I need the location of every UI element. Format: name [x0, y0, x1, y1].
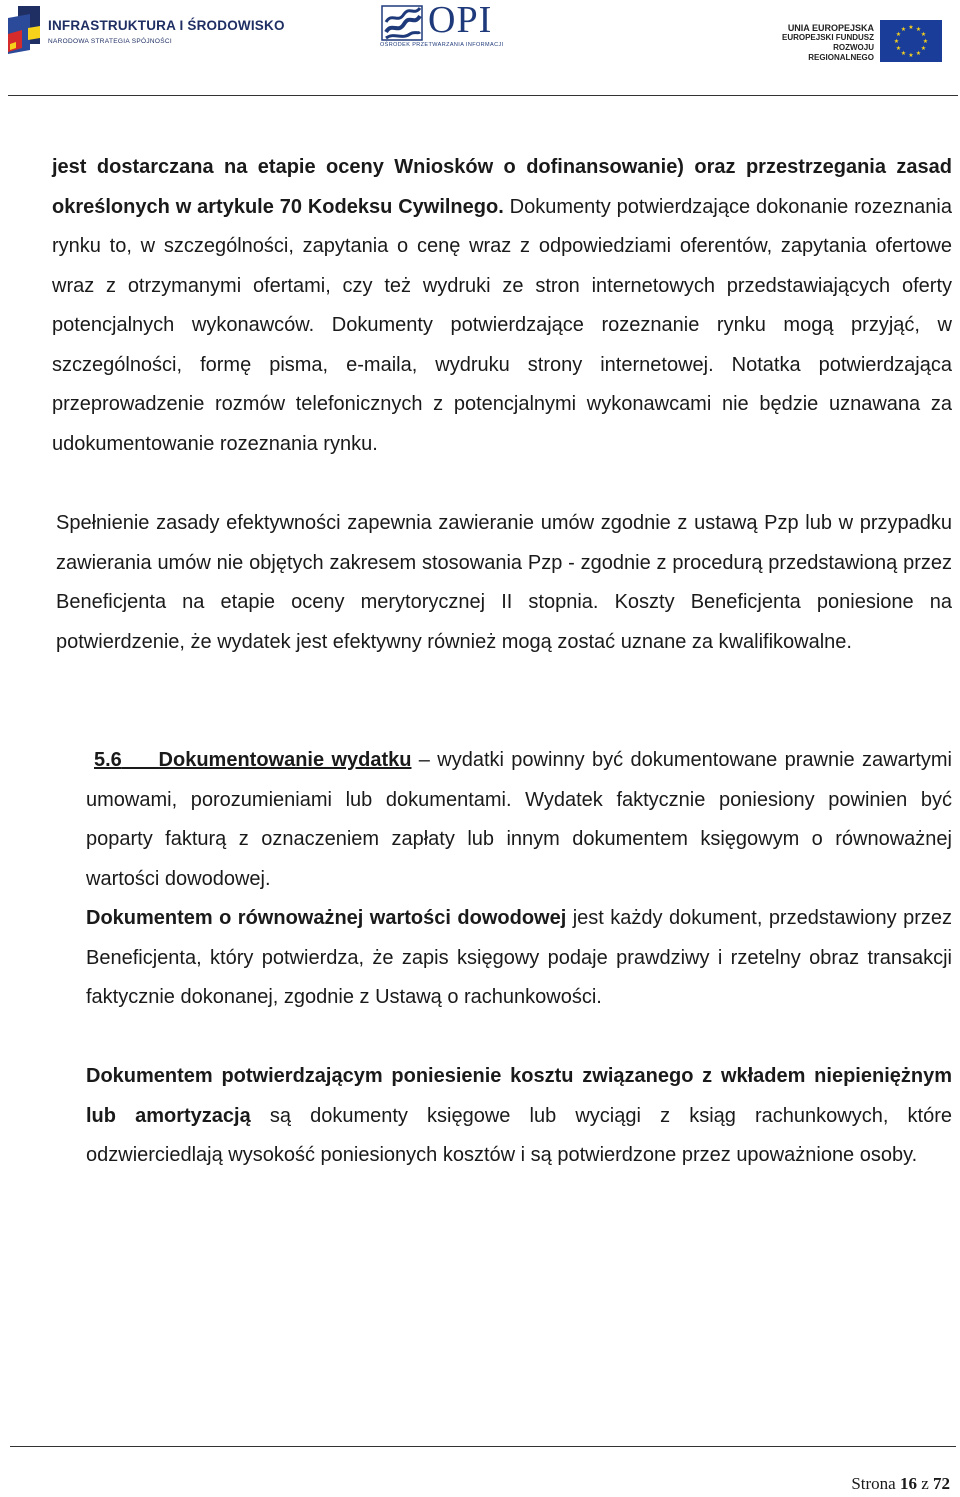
paragraph-efficiency-text: Spełnienie zasady efektywności zapewnia zawieranie umów zgodnie z ustawą Pzp lub w przypadku zawierania umów nie objętych zakresem stosowania Pzp - zgodnie z procedurą przedstawioną przez Beneficjenta na etapie oceny merytorycznej II stopnia. Koszty Beneficjenta poniesione na potwierdzenie, że wydatek jest efektywny również mogą zostać uznane za kwalifikowalne. — [56, 512, 952, 653]
section-number: 5.6 — [94, 749, 122, 771]
svg-text:★: ★ — [908, 24, 914, 31]
page-label: Strona — [851, 1474, 896, 1493]
eu-text — [766, 23, 874, 63]
paragraph-market-research — [52, 148, 952, 464]
paragraph-equivalent-document-text: jest każdy dokument, przedstawiony przez Beneficjenta, który potwierdza, że zapis księgowy podaje prawdziwy i rzetelny obraz transakcji faktycznie dokonanej, zgodnie z Ustawą o rachunkowości. — [86, 907, 953, 1008]
eu-line-1: UNIA EUROPEJSKA — [787, 23, 874, 33]
opi-emblem-icon — [380, 4, 424, 42]
svg-text:★: ★ — [922, 38, 929, 45]
svg-text:★: ★ — [915, 26, 922, 33]
section-underline-gap — [122, 749, 159, 771]
paragraph-non-cash-contribution — [86, 1057, 952, 1176]
eu-flag-icon — [880, 20, 942, 62]
opi-subtitle: OŚRODEK PRZETWARZANIA INFORMACJI — [380, 42, 504, 48]
infrastruktura-logo — [6, 4, 285, 64]
opi-logo — [378, 0, 518, 56]
opi-title: OPI — [428, 0, 493, 41]
svg-text:★: ★ — [920, 45, 927, 52]
eu-logo — [766, 20, 946, 70]
svg-text:★: ★ — [908, 52, 914, 59]
paragraph-market-research-text: Dokumenty potwierdzające dokonanie rozeznania rynku to, w szczególności, zapytania o cenę wraz z odpowiedziami oferentów, zapytania ofertowe wraz z otrzymanymi ofertami, czy też wydruki ze stron internetowych przedstawiających oferty potencjalnych wykonawców. Dokumenty potwierdzające rozeznanie rynku mogą przyjąć, w szczególności, formę pisma, e-maila, wydruku strony internetowej. Notatka potwierdzająca przeprowadzenie rozmów telefonicznych z potencjalnymi wykonawcami nie będzie uznawana za udokumentowanie rozeznania rynku. — [52, 195, 952, 455]
svg-text:★: ★ — [920, 31, 927, 38]
page-header — [0, 0, 960, 98]
page-separator: z — [921, 1474, 929, 1493]
section-title: Dokumentowanie wydatku — [158, 749, 412, 771]
section-5-6 — [86, 741, 952, 899]
svg-text:★: ★ — [893, 38, 900, 45]
infrastruktura-emblem-icon — [6, 4, 46, 56]
infrastruktura-title: INFRASTRUKTURA I ŚRODOWISKO — [48, 18, 285, 33]
paragraph-efficiency — [56, 504, 952, 662]
paragraph-non-cash-contribution-text: są dokumenty księgowe lub wyciągi z ksiąg rachunkowych, które odzwierciedlają wysokość poniesionych kosztów i są potwierdzone przez upoważnione osoby. — [86, 1104, 952, 1166]
eu-line-3: ROZWOJU REGIONALNEGO — [808, 43, 874, 62]
infrastruktura-subtitle: NARODOWA STRATEGIA SPÓJNOŚCI — [48, 38, 172, 45]
paragraph-equivalent-document-bold: Dokumentem o równoważnej wartości dowodowej — [86, 907, 567, 929]
paragraph-market-research-bold: jest dostarczana na etapie oceny Wniosków o dofinansowanie) oraz przestrzegania zasad określonych w artykule 70 Kodeksu Cywilnego. — [52, 156, 952, 218]
footer-divider — [10, 1446, 956, 1447]
svg-text:★: ★ — [915, 50, 922, 57]
svg-text:★: ★ — [895, 31, 902, 38]
svg-text:★: ★ — [900, 50, 907, 57]
page-number — [851, 1474, 950, 1494]
current-page: 16 — [899, 1474, 917, 1493]
paragraph-equivalent-document — [86, 899, 952, 1018]
eu-line-2: EUROPEJSKI FUNDUSZ — [781, 33, 874, 42]
header-divider — [8, 95, 958, 96]
svg-text:★: ★ — [895, 45, 902, 52]
total-pages: 72 — [933, 1474, 950, 1493]
section-text: – wydatki powinny być dokumentowane prawnie zawartymi umowami, porozumieniami lub dokumentami. Wydatek faktycznie poniesiony powinien być poparty fakturą z oznaczeniem zapłaty lub innym dokumentem księgowym o równoważnej wartości dowodowej. — [86, 749, 952, 890]
paragraph-non-cash-contribution-bold: Dokumentem potwierdzającym poniesienie kosztu związanego z wkładem niepieniężnym lub amortyzacją — [86, 1065, 952, 1127]
svg-text:★: ★ — [900, 26, 907, 33]
